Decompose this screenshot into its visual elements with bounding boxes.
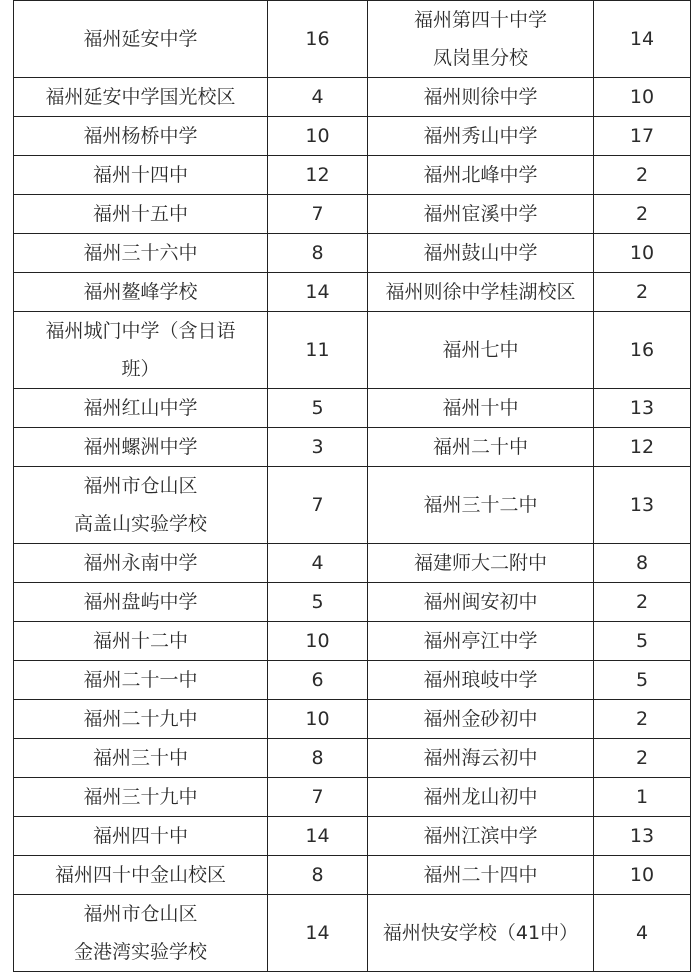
school-name-cell: 福州延安中学国光校区 bbox=[14, 78, 268, 117]
table-row bbox=[14, 895, 691, 972]
school-name-cell: 福州北峰中学 bbox=[368, 156, 594, 195]
count-cell: 2 bbox=[594, 273, 691, 312]
count-cell: 12 bbox=[594, 428, 691, 467]
count-cell: 4 bbox=[268, 544, 368, 583]
school-name-cell: 福州四十中金山校区 bbox=[14, 856, 268, 895]
table-row bbox=[14, 78, 691, 117]
table-row bbox=[14, 156, 691, 195]
school-name-cell: 福州宦溪中学 bbox=[368, 195, 594, 234]
count-cell: 7 bbox=[268, 195, 368, 234]
count-cell: 5 bbox=[268, 583, 368, 622]
school-quota-table bbox=[13, 0, 691, 972]
table-row bbox=[14, 817, 691, 856]
count-cell: 8 bbox=[268, 739, 368, 778]
school-name-cell: 福州三十六中 bbox=[14, 234, 268, 273]
count-cell: 4 bbox=[268, 78, 368, 117]
school-name-cell: 福州三十中 bbox=[14, 739, 268, 778]
school-name-cell: 福州七中 bbox=[368, 312, 594, 389]
school-name-cell: 福州鳌峰学校 bbox=[14, 273, 268, 312]
school-name-cell: 福州螺洲中学 bbox=[14, 428, 268, 467]
table-row bbox=[14, 856, 691, 895]
table-row bbox=[14, 273, 691, 312]
table-row bbox=[14, 583, 691, 622]
school-name-cell: 福州市仓山区 高盖山实验学校 bbox=[14, 467, 268, 544]
count-cell: 10 bbox=[594, 234, 691, 273]
count-cell: 17 bbox=[594, 117, 691, 156]
school-name-cell: 福州四十中 bbox=[14, 817, 268, 856]
count-cell: 7 bbox=[268, 778, 368, 817]
count-cell: 8 bbox=[594, 544, 691, 583]
school-name-cell: 福州海云初中 bbox=[368, 739, 594, 778]
count-cell: 14 bbox=[268, 273, 368, 312]
count-cell: 13 bbox=[594, 817, 691, 856]
table-row bbox=[14, 234, 691, 273]
school-name-cell: 福州第四十中学 凤岗里分校 bbox=[368, 1, 594, 78]
count-cell: 16 bbox=[268, 1, 368, 78]
school-name-cell: 福州琅岐中学 bbox=[368, 661, 594, 700]
count-cell: 16 bbox=[594, 312, 691, 389]
school-name-cell: 福州二十一中 bbox=[14, 661, 268, 700]
table-row bbox=[14, 700, 691, 739]
count-cell: 5 bbox=[594, 622, 691, 661]
count-cell: 8 bbox=[268, 856, 368, 895]
count-cell: 5 bbox=[268, 389, 368, 428]
count-cell: 8 bbox=[268, 234, 368, 273]
school-name-cell: 福州市仓山区 金港湾实验学校 bbox=[14, 895, 268, 972]
count-cell: 10 bbox=[594, 856, 691, 895]
school-name-cell: 福州盘屿中学 bbox=[14, 583, 268, 622]
school-name-cell: 福州杨桥中学 bbox=[14, 117, 268, 156]
count-cell: 12 bbox=[268, 156, 368, 195]
count-cell: 7 bbox=[268, 467, 368, 544]
count-cell: 5 bbox=[594, 661, 691, 700]
table-row bbox=[14, 622, 691, 661]
table-row bbox=[14, 661, 691, 700]
school-name-cell: 福州金砂初中 bbox=[368, 700, 594, 739]
count-cell: 2 bbox=[594, 195, 691, 234]
count-cell: 11 bbox=[268, 312, 368, 389]
school-name-cell: 福州则徐中学桂湖校区 bbox=[368, 273, 594, 312]
table-row bbox=[14, 778, 691, 817]
school-name-cell: 福州秀山中学 bbox=[368, 117, 594, 156]
school-name-cell: 福建师大二附中 bbox=[368, 544, 594, 583]
count-cell: 1 bbox=[594, 778, 691, 817]
school-name-cell: 福州十四中 bbox=[14, 156, 268, 195]
count-cell: 3 bbox=[268, 428, 368, 467]
school-name-cell: 福州红山中学 bbox=[14, 389, 268, 428]
count-cell: 10 bbox=[594, 78, 691, 117]
count-cell: 6 bbox=[268, 661, 368, 700]
school-name-cell: 福州快安学校（41中） bbox=[368, 895, 594, 972]
count-cell: 10 bbox=[268, 700, 368, 739]
count-cell: 14 bbox=[594, 1, 691, 78]
table-row bbox=[14, 312, 691, 389]
table-body bbox=[14, 1, 691, 972]
count-cell: 2 bbox=[594, 156, 691, 195]
count-cell: 10 bbox=[268, 117, 368, 156]
table-row bbox=[14, 389, 691, 428]
school-name-cell: 福州二十四中 bbox=[368, 856, 594, 895]
school-name-cell: 福州鼓山中学 bbox=[368, 234, 594, 273]
table-row bbox=[14, 428, 691, 467]
count-cell: 10 bbox=[268, 622, 368, 661]
count-cell: 13 bbox=[594, 467, 691, 544]
school-name-cell: 福州永南中学 bbox=[14, 544, 268, 583]
count-cell: 4 bbox=[594, 895, 691, 972]
table-row bbox=[14, 544, 691, 583]
table-row bbox=[14, 117, 691, 156]
count-cell: 2 bbox=[594, 700, 691, 739]
school-name-cell: 福州城门中学（含日语 班） bbox=[14, 312, 268, 389]
school-name-cell: 福州十中 bbox=[368, 389, 594, 428]
count-cell: 14 bbox=[268, 817, 368, 856]
table-row bbox=[14, 467, 691, 544]
count-cell: 14 bbox=[268, 895, 368, 972]
count-cell: 2 bbox=[594, 739, 691, 778]
school-name-cell: 福州闽安初中 bbox=[368, 583, 594, 622]
school-name-cell: 福州三十九中 bbox=[14, 778, 268, 817]
table-row bbox=[14, 1, 691, 78]
school-name-cell: 福州龙山初中 bbox=[368, 778, 594, 817]
table-row bbox=[14, 195, 691, 234]
school-name-cell: 福州二十中 bbox=[368, 428, 594, 467]
school-name-cell: 福州十五中 bbox=[14, 195, 268, 234]
table-row bbox=[14, 739, 691, 778]
school-name-cell: 福州江滨中学 bbox=[368, 817, 594, 856]
count-cell: 13 bbox=[594, 389, 691, 428]
school-name-cell: 福州亭江中学 bbox=[368, 622, 594, 661]
school-name-cell: 福州则徐中学 bbox=[368, 78, 594, 117]
school-name-cell: 福州三十二中 bbox=[368, 467, 594, 544]
count-cell: 2 bbox=[594, 583, 691, 622]
school-name-cell: 福州延安中学 bbox=[14, 1, 268, 78]
school-name-cell: 福州十二中 bbox=[14, 622, 268, 661]
school-name-cell: 福州二十九中 bbox=[14, 700, 268, 739]
